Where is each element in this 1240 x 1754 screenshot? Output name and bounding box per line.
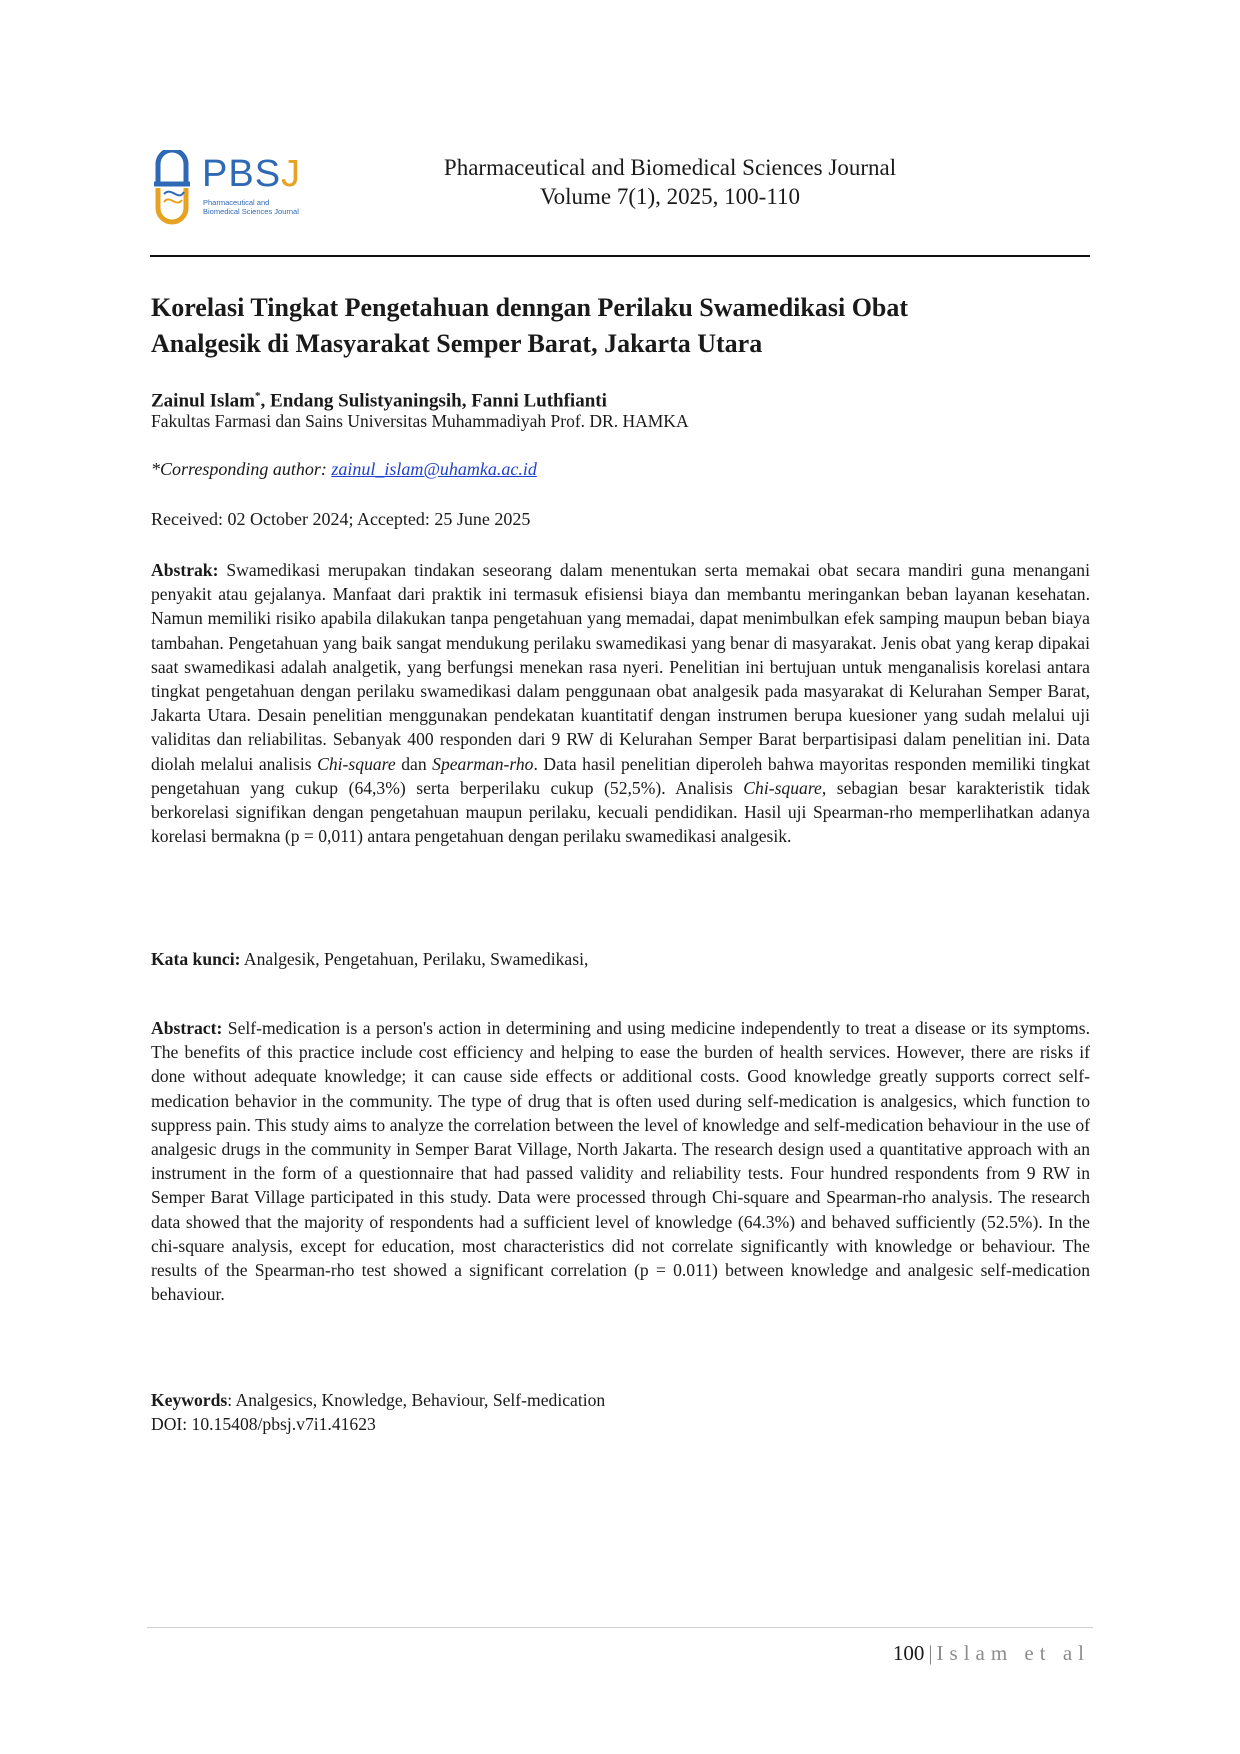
corresponding-email-link[interactable]: zainul_islam@uhamka.ac.id bbox=[331, 459, 537, 479]
doi: DOI: 10.15408/pbsj.v7i1.41623 bbox=[151, 1414, 376, 1434]
corresponding-author: *Corresponding author: zainul_islam@uhamka.ac.id bbox=[151, 459, 537, 479]
page-number: 100 bbox=[892, 1641, 925, 1665]
author-list: Zainul Islam*, Endang Sulistyaningsih, Fanni Luthfianti bbox=[151, 390, 607, 412]
keywords: Keywords: Analgesics, Knowledge, Behaviour, Self-medication bbox=[151, 1390, 606, 1410]
abstrak-paragraph: Abstrak: Swamedikasi merupakan tindakan seseorang dalam menentukan serta memakai obat secara mandiri guna menangani penyakit atau gejalanya. Manfaat dari praktik ini termasuk efisiensi biaya dan membantu meringankan beban layanan kesehatan. Namun memiliki risiko apabila dilakukan tanpa pengetahuan yang memadai, dapat menimbulkan efek samping maupun beban biaya tambahan. Pengetahuan yang baik sangat mendukung perilaku swamedikasi yang benar di masyarakat. Jenis obat yang kerap dipakai saat swamedikasi adalah analgetik, yang berfungsi menekan rasa nyeri. Penelitian ini bertujuan untuk menganalisis korelasi antara tingkat pengetahuan dengan perilaku swamedikasi dalam penggunaan obat analgesik pada masyarakat di Kelurahan Semper Barat, Jakarta Utara. Desain penelitian menggunakan pendekatan kuantitatif dengan instrumen berupa kuesioner yang sudah melalui uji validitas dan reliabilitas. Sebanyak 400 responden dari 9 RW di Kelurahan Semper Barat berpartisipasi dalam penelitian ini. Data diolah melalui analisis Chi-square dan Spearman-rho. Data hasil penelitian diperoleh bahwa mayoritas responden memiliki tingkat pengetahuan yang cukup (64,3%) serta berperilaku cukup (52,5%). Analisis Chi-square, sebagian besar karakteristik tidak berkorelasi signifikan dengan pengetahuan maupun perilaku, kecuali pendidikan. Hasil uji Spearman-rho memperlihatkan adanya korelasi bermakna (p = 0,011) antara pengetahuan dengan perilaku swamedikasi analgesik. bbox=[151, 560, 1090, 847]
journal-logo bbox=[150, 150, 310, 226]
capsule-logo-icon bbox=[150, 150, 196, 226]
logo-subtitle: Pharmaceutical and Biomedical Sciences Journal bbox=[203, 198, 299, 216]
header-divider bbox=[150, 255, 1090, 257]
article-title: Korelasi Tingkat Pengetahuan denngan Perilaku Swamedikasi Obat Analgesik di Masyarakat Semper Barat, Jakarta Utara bbox=[151, 293, 909, 358]
journal-header bbox=[400, 153, 940, 211]
kata-kunci: Kata kunci: Analgesik, Pengetahuan, Perilaku, Swamedikasi, bbox=[151, 949, 589, 969]
abstract-label: Abstract: bbox=[151, 1018, 223, 1038]
corresponding-marker: * bbox=[255, 390, 261, 402]
logo-wordmark: PBSJ bbox=[202, 153, 302, 195]
journal-title: Pharmaceutical and Biomedical Sciences Journal bbox=[443, 155, 897, 180]
page-footer bbox=[893, 1640, 1090, 1666]
keywords-block bbox=[151, 1388, 605, 1436]
footer-divider bbox=[147, 1627, 1093, 1628]
running-head: Islam et al bbox=[936, 1641, 1090, 1665]
journal-volume: Volume 7(1), 2025, 100-110 bbox=[539, 184, 800, 209]
affiliation: Fakultas Farmasi dan Sains Universitas Muhammadiyah Prof. DR. HAMKA bbox=[151, 411, 689, 431]
abstract-paragraph: Abstract: Self-medication is a person's action in determining and using medicine independently to treat a disease or its symptoms. The benefits of this practice include cost efficiency and helping to ease the burden of health services. However, there are risks if done without adequate knowledge; it can cause side effects or additional costs. Good knowledge greatly supports correct self-medication behavior in the community. The type of drug that is often used during self-medication is analgesics, which function to suppress pain. This study aims to analyze the correlation between the level of knowledge and self-medication behaviour in the use of analgesic drugs in the community in Semper Barat Village, North Jakarta. The research design used a quantitative approach with an instrument in the form of a questionnaire that had passed validity and reliability tests. Four hundred respondents from 9 RW in Semper Barat Village participated in this study. Data were processed through Chi-square and Spearman-rho analysis. The research data showed that the majority of respondents had a sufficient level of knowledge (64.3%) and behaved sufficiently (52.5%). In the chi-square analysis, except for education, most characteristics did not correlate significantly with knowledge or behaviour. The results of the Spearman-rho test showed a significant correlation (p = 0.011) between knowledge and analgesic self-medication behaviour. bbox=[151, 1018, 1090, 1305]
received-accepted-dates: Received: 02 October 2024; Accepted: 25 June 2025 bbox=[151, 509, 531, 529]
abstrak-label: Abstrak: bbox=[151, 560, 219, 580]
footer-separator: | bbox=[928, 1641, 933, 1665]
